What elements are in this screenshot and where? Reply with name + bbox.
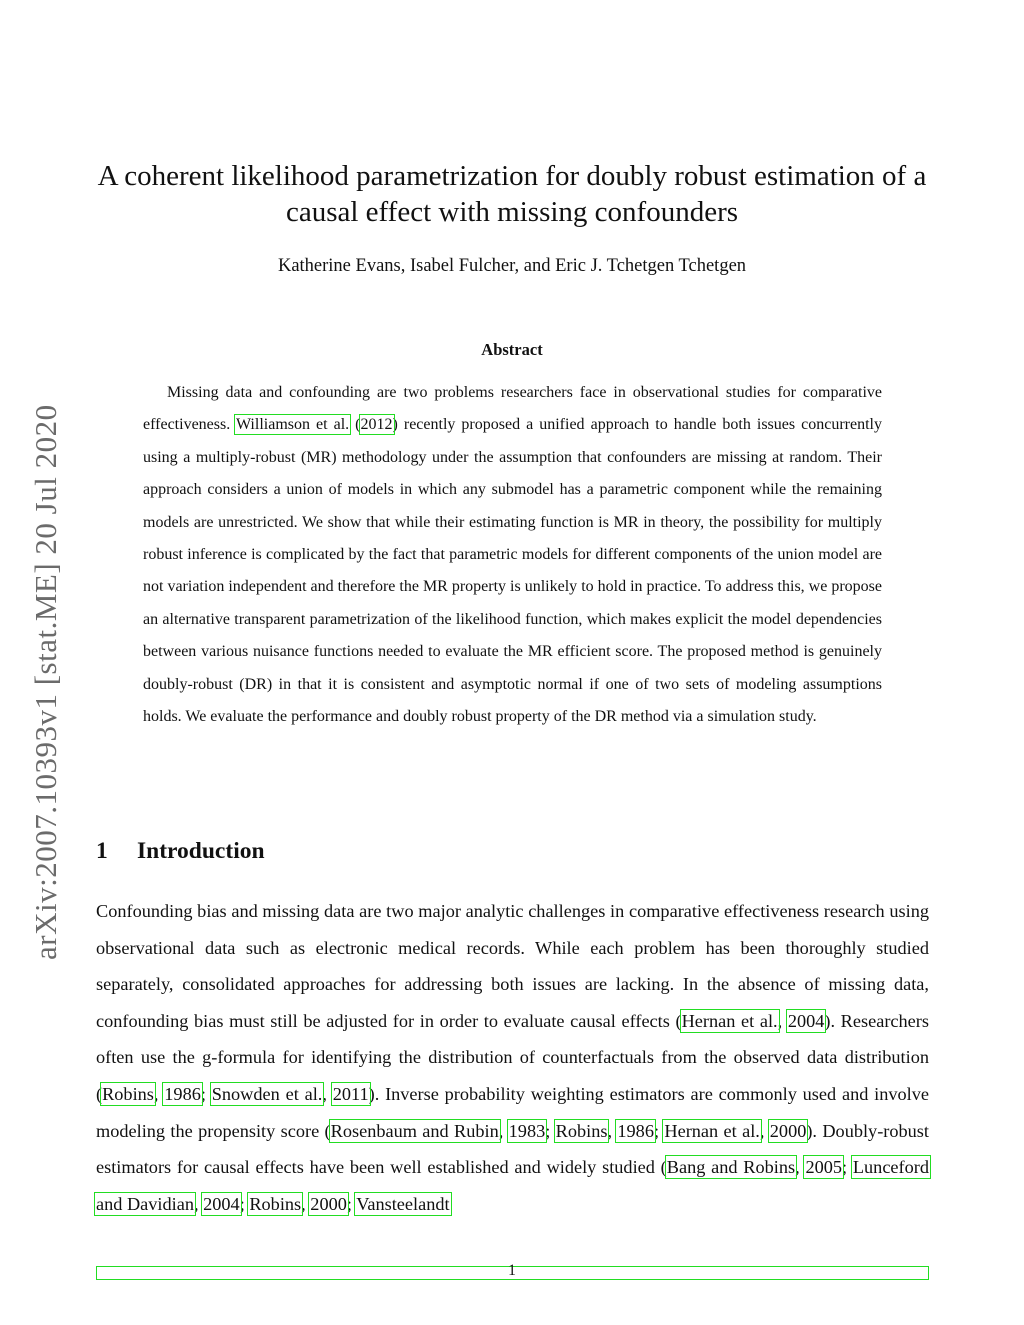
citation-link[interactable]: Bang and Robins xyxy=(666,1157,796,1178)
intro-text: , xyxy=(795,1157,806,1178)
introduction-paragraph xyxy=(96,893,929,1222)
citation-link[interactable]: Williamson et al. xyxy=(235,416,350,434)
citation-link[interactable]: Robins xyxy=(249,1193,302,1214)
intro-text: ). Researchers often use the g-formula for identifying the distribution of counterfactuals from the observed data distribution ( xyxy=(96,1010,929,1104)
intro-text: , xyxy=(777,1010,788,1031)
section-heading xyxy=(96,838,265,865)
citation-year-link[interactable]: 2000 xyxy=(310,1193,347,1214)
intro-text: ; xyxy=(545,1120,556,1141)
citation-link[interactable]: Snowden et al. xyxy=(211,1083,323,1104)
citation-year-link[interactable]: 1986 xyxy=(617,1120,654,1141)
paper-title: A coherent likelihood parametrization for doubly robust estimation of a causal effect with missing confounders xyxy=(97,160,927,228)
abstract-text: ) recently proposed a unified approach to handle both issues concurrently using a multiply-robust (MR) methodology under the assumption that confounders are missing at random. Their approach considers a union of models in which any submodel has a parametric component while the remaining models are unrestricted. We show that while their estimating function is MR in theory, the possibility for multiply robust inference is complicated by the fact that parametric models for different components of the union model are not variation independent and therefore the MR property is unlikely to hold in practice. To address this, we propose an alternative transparent parametrization of the likelihood function, which makes explicit the model dependencies between various nuisance functions needed to evaluate the MR efficient score. The proposed method is genuinely doubly-robust (DR) in that it is consistent and asymptotic normal if one of two sets of modeling assumptions holds. We evaluate the performance and doubly robust property of the DR method via a simulation study. xyxy=(143,416,882,726)
intro-text: , xyxy=(301,1193,311,1214)
arxiv-stamp xyxy=(28,360,68,960)
intro-text: , xyxy=(498,1120,509,1141)
citation-year-link[interactable]: 2011 xyxy=(332,1083,369,1104)
citation-link[interactable]: Lunceford and Davidian xyxy=(96,1157,930,1214)
citation-year-link[interactable]: 2000 xyxy=(769,1120,807,1141)
abstract-heading: Abstract xyxy=(481,340,543,359)
intro-text: ). Doubly-robust estimators for causal effects have been well established and widely studied ( xyxy=(96,1120,929,1178)
intro-text: ; xyxy=(200,1083,212,1104)
intro-text: ). Inverse probability weighting estimators are commonly used and involve modeling the propensity score ( xyxy=(96,1083,929,1141)
intro-text: , xyxy=(193,1193,204,1214)
citation-year-link[interactable]: 2005 xyxy=(805,1157,843,1178)
page-number: 1 xyxy=(508,1262,516,1279)
author-list: Katherine Evans, Isabel Fulcher, and Eric J. Tchetgen Tchetgen xyxy=(277,256,747,276)
citation-link[interactable]: Hernan et al. xyxy=(664,1120,760,1141)
intro-text: Confounding bias and missing data are two major analytic challenges in comparative effectiveness research using observational data such as electronic medical records. While each problem has been thoroughly studied separately, consolidated approaches for addressing both issues are lacking. In the absence of missing data, confounding bias must still be adjusted for in order to evaluate causal effects ( xyxy=(96,901,929,1031)
citation-link[interactable]: Robins xyxy=(555,1120,608,1141)
intro-text: ; xyxy=(842,1157,853,1178)
abstract-text: Missing data and confounding are two problems researchers face in observational studies for comparative effectiveness. xyxy=(143,384,882,434)
intro-text: ; xyxy=(346,1193,357,1214)
intro-text: , xyxy=(759,1120,770,1141)
section-title: Introduction xyxy=(137,838,265,864)
citation-year-link[interactable]: 1983 xyxy=(508,1120,546,1141)
citation-link[interactable]: Hernan et al. xyxy=(681,1010,778,1031)
citation-link[interactable]: Vansteelandt xyxy=(356,1193,450,1214)
citation-year-link[interactable]: 2004 xyxy=(203,1193,240,1214)
intro-text: ; xyxy=(653,1120,665,1141)
citation-year-link[interactable]: 2004 xyxy=(787,1010,825,1031)
citation-year-link[interactable]: 1986 xyxy=(164,1083,201,1104)
citation-year-link[interactable]: 2012 xyxy=(360,416,393,434)
abstract-text: ( xyxy=(349,416,361,434)
citation-link[interactable]: Robins xyxy=(102,1083,154,1104)
intro-text: , xyxy=(322,1083,333,1104)
intro-text: , xyxy=(153,1083,165,1104)
intro-text: , xyxy=(607,1120,618,1141)
arxiv-identifier: arXiv:2007.10393v1 [stat.ME] 20 Jul 2020 xyxy=(28,404,63,960)
abstract-body xyxy=(143,377,882,733)
citation-link[interactable]: Rosenbaum and Rubin xyxy=(330,1120,499,1141)
intro-text: ; xyxy=(239,1193,250,1214)
section-number: 1 xyxy=(96,838,108,864)
